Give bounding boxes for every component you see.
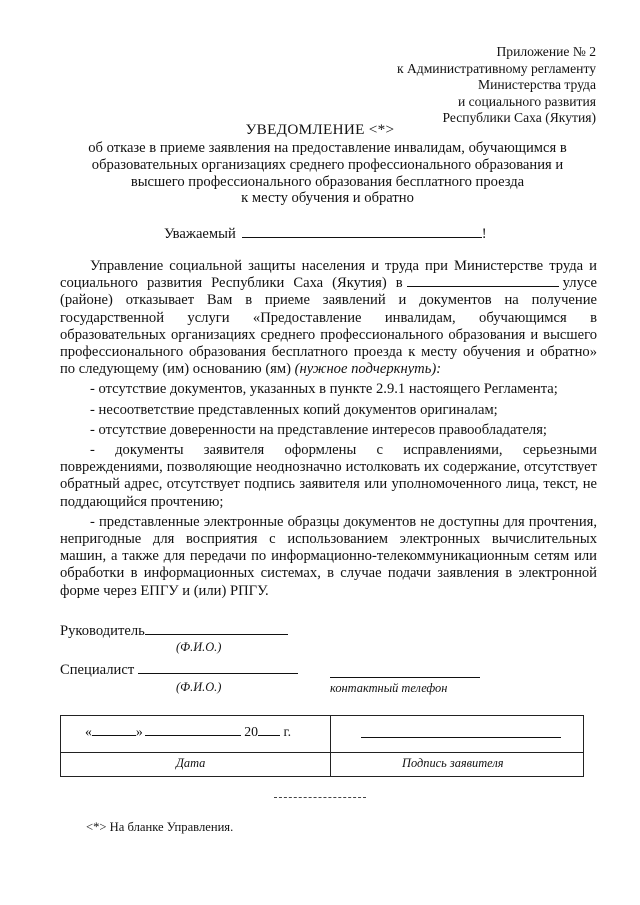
- quote-open: «: [85, 724, 92, 739]
- reason-item: - представленные электронные образцы документов не доступны для прочтения, непригодные для восприятия с использованием электронных вычислительных машин, а также для передачи по информационно-телекоммуникационным сетям или обработки в информационных системах, в случае подачи заявления в электронной форме через ЕПГУ и (или) РПГУ.: [60, 513, 597, 599]
- month-blank: [145, 724, 241, 736]
- year-prefix: 20: [244, 724, 259, 739]
- greeting-suffix: !: [481, 226, 487, 242]
- intro-italic-note: (нужное подчеркнуть):: [294, 361, 442, 378]
- specialist-caption: (Ф.И.О.): [176, 680, 222, 694]
- subtitle-line: образовательных организациях среднего профессионального образования и: [91, 156, 564, 173]
- reason-item: - отсутствие доверенности на представление интересов правообладателя;: [90, 421, 547, 438]
- applicant-signature-blank: [361, 737, 561, 738]
- year-blank: [258, 724, 280, 736]
- appendix-header: [397, 44, 596, 127]
- appendix-line: Приложение № 2: [496, 44, 596, 59]
- head-caption: (Ф.И.О.): [176, 640, 222, 654]
- subtitle-line: высшего профессионального образования бесплатного проезда: [130, 173, 525, 190]
- year-suffix: г.: [283, 724, 292, 739]
- signature-caption: Подпись заявителя: [402, 756, 504, 770]
- subtitle-line: к месту обучения и обратно: [241, 190, 414, 207]
- greeting-prefix: Уважаемый: [164, 226, 236, 242]
- district-blank: [407, 275, 559, 287]
- day-blank: [92, 724, 136, 736]
- reason-item: - несоответствие представленных копий документов оригиналам;: [90, 401, 498, 418]
- intro-part-2: улусе (районе) отказывает Вам в приеме заявлений и документов на получение государственной услуги «Предоставление инвалидам, обучающимся в образовательных организациях среднего профессионального образования и высшего профессионального образования бесплатного проезда к месту обучения и обратно» по следующему (им) основанию (ям): [60, 275, 597, 378]
- quote-close: »: [135, 724, 143, 739]
- greeting: [164, 225, 487, 243]
- phone-blank: [330, 677, 480, 678]
- head-signature-row: [60, 622, 288, 640]
- specialist-signature-row: [60, 661, 298, 679]
- head-name-blank: [145, 622, 288, 635]
- appendix-line: Республики Саха (Якутия): [442, 110, 596, 125]
- appendix-line: к Административному регламенту: [396, 60, 596, 76]
- reason-item: - документы заявителя оформлены с исправлениями, серьезными повреждениями, позволяющие неоднозначно истолковать их содержание, отсутствует обратный адрес, отсутствует подпись заявителя или уполномоченного лица, текст, не поддающийся прочтению;: [60, 442, 597, 510]
- head-label: Руководитель: [60, 623, 145, 639]
- notice-body: [60, 258, 597, 600]
- date-fill-row: [85, 724, 291, 740]
- appendix-line: Министерства труда: [478, 77, 596, 92]
- specialist-name-blank: [138, 661, 298, 674]
- date-caption: Дата: [176, 756, 206, 770]
- receipt-divider: [330, 716, 331, 776]
- phone-caption: контактный телефон: [330, 681, 448, 695]
- footnote: <*> На бланке Управления.: [86, 820, 234, 834]
- appendix-line: и социального развития: [457, 93, 596, 109]
- receipt-box: [60, 715, 584, 777]
- intro-paragraph: [60, 258, 597, 378]
- intro-part-1: Управление социальной защиты населения и труда при Министерстве труда и социального развития Республики Саха (Якутия) в: [60, 258, 597, 292]
- footnote-separator: [274, 797, 366, 798]
- document-title: УВЕДОМЛЕНИЕ <*>: [245, 121, 395, 138]
- document-subtitle: [70, 140, 585, 207]
- subtitle-line: об отказе в приеме заявления на предоставление инвалидам, обучающимся в: [88, 140, 567, 156]
- receipt-row-line: [61, 752, 583, 753]
- specialist-label: Специалист: [60, 662, 135, 678]
- reason-item: - отсутствие документов, указанных в пункте 2.9.1 настоящего Регламента;: [90, 381, 558, 398]
- recipient-name-blank: [242, 225, 482, 238]
